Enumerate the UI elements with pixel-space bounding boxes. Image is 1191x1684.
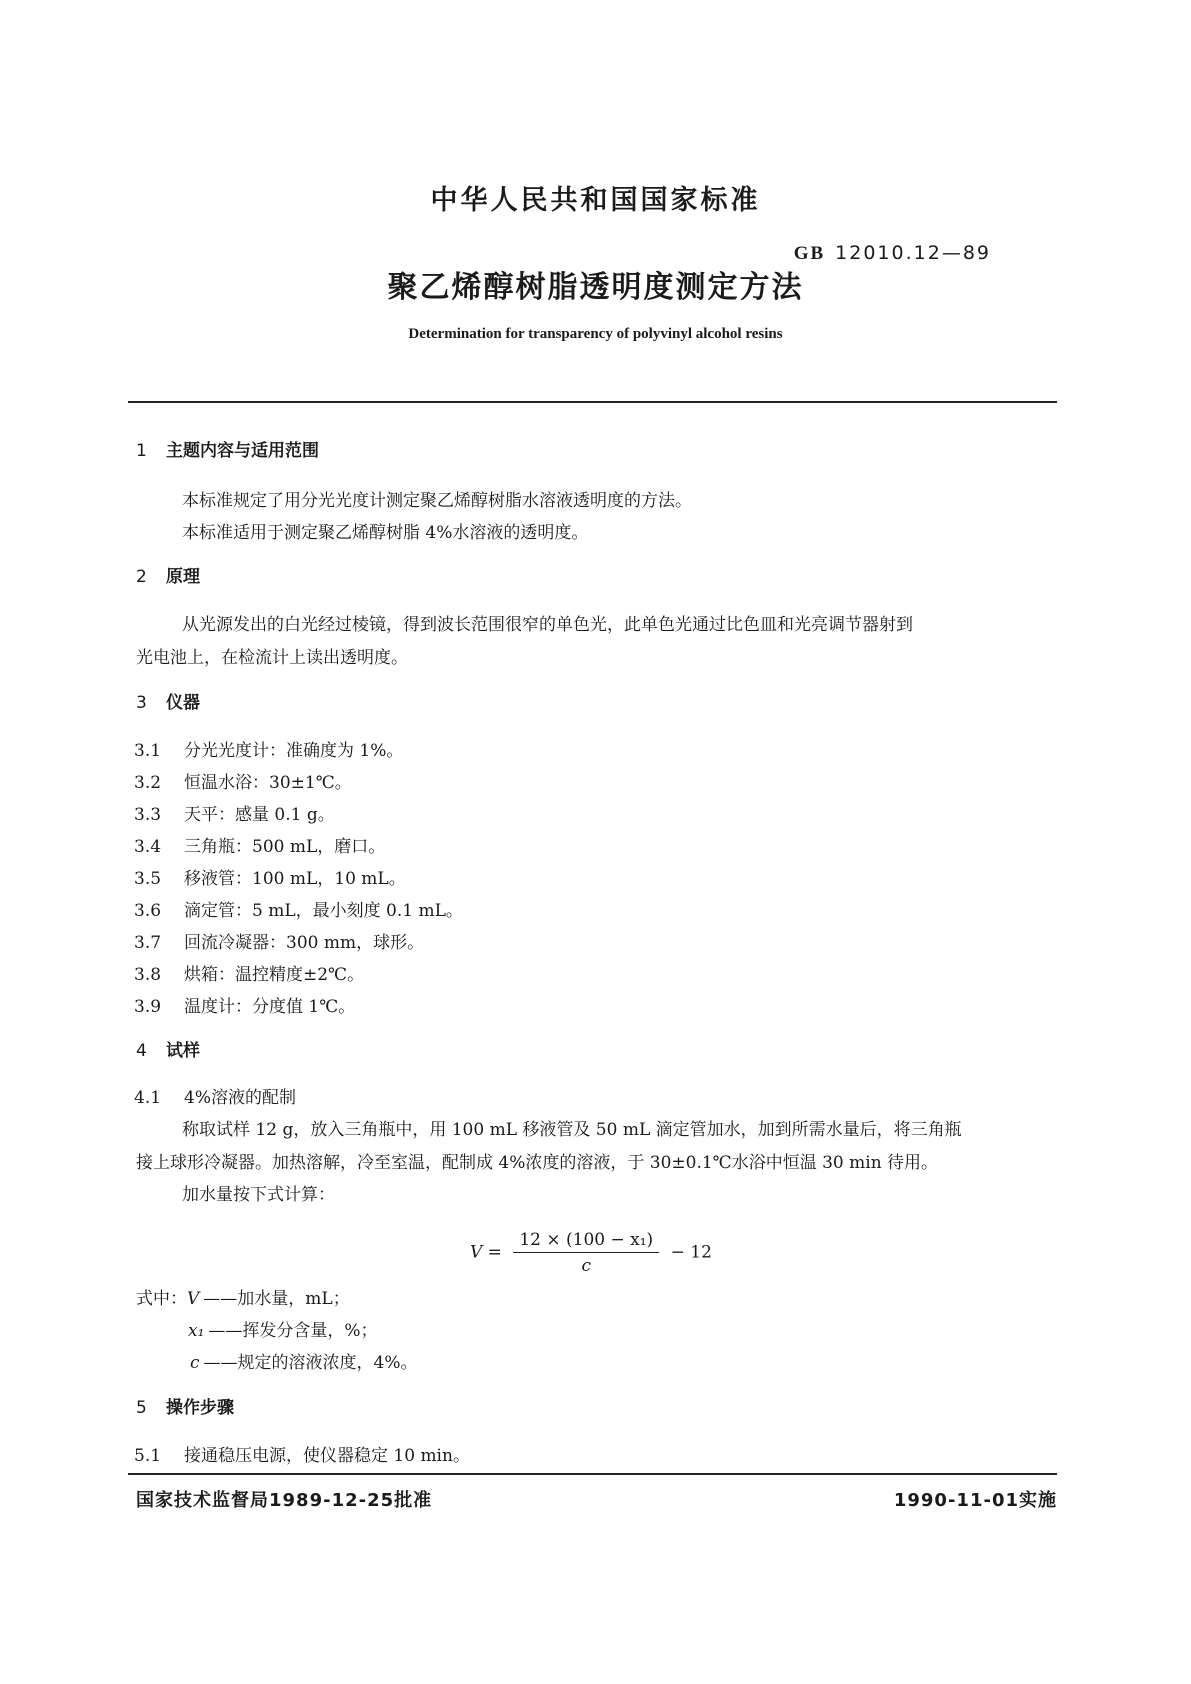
section-number: 1 bbox=[136, 441, 147, 461]
formula-denominator: c bbox=[581, 1256, 592, 1276]
where-line bbox=[188, 1316, 378, 1341]
var-description: ——挥发分含量，%； bbox=[208, 1321, 378, 1341]
formula-rhs: − 12 bbox=[670, 1242, 712, 1263]
item-number: 3.5 bbox=[134, 869, 162, 889]
section-4-heading bbox=[136, 1036, 200, 1061]
section-1-para-2: 本标准适用于测定聚乙烯醇树脂 4%水溶液的透明度。 bbox=[182, 523, 589, 543]
item-text: 回流冷凝器：300 mm，球形。 bbox=[184, 933, 425, 953]
section-number: 4 bbox=[136, 1041, 147, 1061]
item-text: 天平：感量 0.1 g。 bbox=[184, 805, 335, 825]
standard-number-prefix: GB bbox=[793, 243, 826, 264]
var-symbol: x₁ bbox=[188, 1321, 205, 1341]
item-number: 3.6 bbox=[134, 901, 162, 921]
item-text: 温度计：分度值 1℃。 bbox=[184, 997, 356, 1017]
header-rule bbox=[128, 401, 1057, 403]
item-text: 烘箱：温控精度±2℃。 bbox=[184, 965, 365, 985]
formula-fraction bbox=[513, 1230, 659, 1276]
section-2-para-line-2: 光电池上，在检流计上读出透明度。 bbox=[136, 648, 408, 668]
item-text: 恒温水浴：30±1℃。 bbox=[184, 773, 352, 793]
item-number: 3.4 bbox=[134, 837, 162, 857]
effective-date: 1990-11-01实施 bbox=[893, 1490, 1057, 1511]
item-number: 3.3 bbox=[134, 805, 162, 825]
var-description: ——规定的溶液浓度，4%。 bbox=[203, 1353, 418, 1373]
section-4-para-2: 加水量按下式计算： bbox=[182, 1185, 335, 1205]
approval-line: 国家技术监督局1989-12-25批准 bbox=[136, 1490, 433, 1511]
section-5-heading bbox=[136, 1393, 234, 1418]
subsection-text: 接通稳压电源，使仪器稳定 10 min。 bbox=[184, 1446, 470, 1466]
national-standard-heading: 中华人民共和国国家标准 bbox=[430, 185, 761, 216]
where-line bbox=[190, 1348, 418, 1373]
standard-number-value: 12010.12—89 bbox=[835, 242, 991, 264]
var-symbol: c bbox=[190, 1353, 200, 1373]
section-3-heading bbox=[136, 688, 200, 713]
formula-lhs: V = bbox=[470, 1242, 502, 1263]
document-title-cn: 聚乙烯醇树脂透明度测定方法 bbox=[387, 270, 804, 305]
subsection-title: 4%溶液的配制 bbox=[184, 1088, 296, 1108]
water-formula bbox=[470, 1230, 712, 1276]
section-title: 试样 bbox=[166, 1041, 200, 1061]
section-4-para-line-1: 称取试样 12 g，放入三角瓶中，用 100 mL 移液管及 50 mL 滴定管加水，加到所需水量后，将三角瓶 bbox=[182, 1120, 962, 1140]
section-title: 主题内容与适用范围 bbox=[166, 441, 319, 461]
item-number: 5.1 bbox=[134, 1446, 162, 1466]
instrument-item bbox=[134, 960, 364, 985]
section-number: 5 bbox=[136, 1398, 147, 1418]
footer-rule bbox=[128, 1473, 1057, 1475]
instrument-item bbox=[134, 992, 355, 1017]
instrument-item bbox=[134, 832, 385, 857]
section-number: 3 bbox=[136, 693, 147, 713]
section-2-para-line-1: 从光源发出的白光经过棱镜，得到波长范围很窄的单色光，此单色光通过比色皿和光亮调节器射到 bbox=[182, 615, 913, 635]
var-symbol: V bbox=[187, 1289, 200, 1309]
item-number: 4.1 bbox=[134, 1088, 162, 1108]
where-line bbox=[136, 1284, 350, 1309]
instrument-item bbox=[134, 864, 406, 889]
section-title: 原理 bbox=[166, 567, 200, 587]
section-title: 仪器 bbox=[166, 693, 200, 713]
formula-numerator: 12 × (100 − x₁) bbox=[513, 1230, 659, 1253]
item-number: 3.1 bbox=[134, 741, 162, 761]
section-number: 2 bbox=[136, 567, 147, 587]
where-label: 式中： bbox=[136, 1289, 187, 1309]
item-number: 3.9 bbox=[134, 997, 162, 1017]
item-text: 滴定管：5 mL，最小刻度 0.1 mL。 bbox=[184, 901, 463, 921]
item-text: 分光光度计：准确度为 1%。 bbox=[184, 741, 404, 761]
section-1-para-1: 本标准规定了用分光光度计测定聚乙烯醇树脂水溶液透明度的方法。 bbox=[182, 491, 692, 511]
section-4-para-line-2: 接上球形冷凝器。加热溶解，冷至室温，配制成 4%浓度的溶液，于 30±0.1℃水浴中恒温 30 min 待用。 bbox=[136, 1153, 939, 1173]
subsection-4-1 bbox=[134, 1083, 296, 1108]
item-number: 3.2 bbox=[134, 773, 162, 793]
item-number: 3.7 bbox=[134, 933, 162, 953]
instrument-item bbox=[134, 736, 403, 761]
instrument-item bbox=[134, 768, 352, 793]
var-description: ——加水量，mL； bbox=[203, 1289, 350, 1309]
section-title: 操作步骤 bbox=[166, 1398, 234, 1418]
item-text: 移液管：100 mL，10 mL。 bbox=[184, 869, 406, 889]
item-number: 3.8 bbox=[134, 965, 162, 985]
item-text: 三角瓶：500 mL，磨口。 bbox=[184, 837, 386, 857]
document-title-en: Determination for transparency of polyvinyl alcohol resins bbox=[408, 326, 783, 342]
instrument-item bbox=[134, 896, 463, 921]
section-2-heading bbox=[136, 562, 200, 587]
instrument-item bbox=[134, 928, 424, 953]
subsection-5-1 bbox=[134, 1441, 470, 1466]
instrument-item bbox=[134, 800, 335, 825]
section-1-heading bbox=[136, 436, 319, 461]
